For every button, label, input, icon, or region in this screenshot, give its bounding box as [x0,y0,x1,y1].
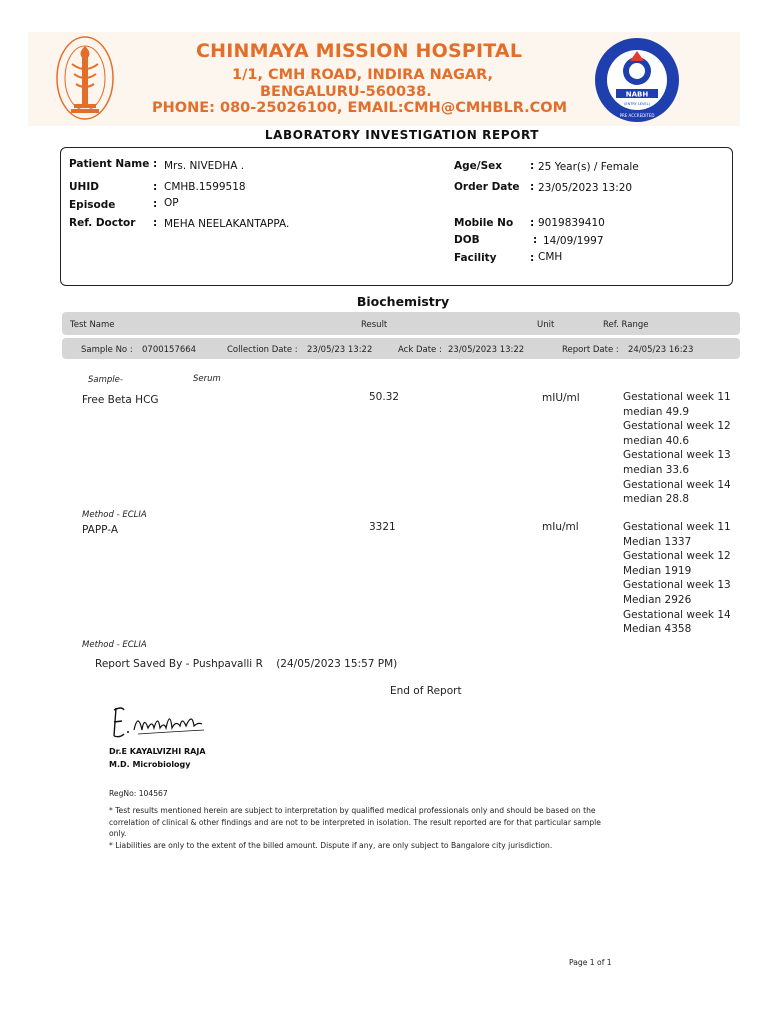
test-name: PAPP-A [82,524,119,536]
col-result: Result [361,320,388,330]
colon: : [153,217,158,229]
colon: : [153,198,158,210]
address-line-2: BENGALURU-560038. [260,84,432,100]
test-name: Free Beta HCG [82,394,159,406]
ref-range-line: Median 1919 [623,564,692,577]
colon: : [533,234,538,246]
age-sex-value: 25 Year(s) / Female [538,161,639,173]
collection-date-label: Collection Date : [227,345,298,355]
doctor-qualification: M.D. Microbiology [109,760,191,769]
ref-range-line: Gestational week 11 [623,521,731,533]
registration-number: RegNo: 104567 [109,789,168,798]
svg-text:PRE ACCREDITED: PRE ACCREDITED [619,113,655,118]
colon: : [530,160,535,172]
colon: : [530,181,535,193]
test-method: Method - ECLIA [82,640,147,650]
mobile-label: Mobile No [454,217,514,229]
uhid-label: UHID [69,181,99,193]
report-date-value: 24/05/23 16:23 [628,345,694,355]
ref-range-line: Gestational week 14 [623,608,731,621]
patient-name-value: Mrs. NIVEDHA . [164,160,245,172]
colon: : [530,252,535,264]
sample-no-value: 0700157664 [142,345,197,355]
colon: : [153,158,158,170]
svg-text:(ENTRY LEVEL): (ENTRY LEVEL) [624,102,650,106]
test-result: 50.32 [369,391,400,403]
end-of-report: End of Report [390,685,462,697]
ref-doctor-label: Ref. Doctor [69,217,136,229]
report-saved-by: Report Saved By - Pushpavalli R (24/05/2023 15:57 PM) [95,658,398,670]
ref-range-line: Median 4358 [623,623,692,636]
ref-range-line: Gestational week 14 [623,478,731,491]
section-title: Biochemistry [356,294,450,309]
disclaimer-liability: * Liabilities are only to the extent of the billed amount. Dispute if any, are only subject to Bangalore city jurisdiction. [109,841,553,850]
order-date-label: Order Date [454,181,520,193]
ref-range-line: median 49.9 [623,405,690,418]
test-method: Method - ECLIA [82,510,147,520]
ref-range-line: median 40.6 [623,434,690,447]
col-ref-range: Ref. Range [603,320,649,330]
report-title: LABORATORY INVESTIGATION REPORT [264,128,540,142]
test-unit: mIU/ml [542,392,580,404]
ref-range-line: Gestational week 12 [623,420,731,433]
ref-range-line: Median 2926 [623,593,692,606]
test-result: 3321 [369,521,396,533]
ref-range-line: Gestational week 11 [623,391,731,403]
facility-label: Facility [454,252,497,264]
ref-range-line: Gestational week 12 [623,550,731,563]
ref-range-line: Gestational week 13 [623,449,731,462]
ref-range-line: Gestational week 13 [623,579,731,592]
facility-value: CMH [538,251,563,263]
address-line-1: 1/1, CMH ROAD, INDIRA NAGAR, [232,67,494,83]
ref-range-block [623,520,731,637]
sample-type-value: Serum [193,374,221,384]
episode-label: Episode [69,199,116,211]
svg-text:NABH: NABH [625,90,649,99]
page-number: Page 1 of 1 [569,958,612,967]
age-sex-label: Age/Sex [454,160,503,172]
contact-line: PHONE: 080-25026100, EMAIL:CMH@CMHBLR.COM [152,100,568,116]
nabh-accreditation-logo [594,37,680,123]
test-unit: mIu/ml [542,521,579,533]
ack-date-label: Ack Date : [398,345,442,355]
patient-name-label: Patient Name [69,158,150,170]
collection-date-value: 23/05/23 13:22 [307,345,373,355]
colon: : [153,181,158,193]
sample-no-label: Sample No : [81,345,133,355]
dob-label: DOB [454,234,480,246]
colon: : [530,217,535,229]
doctor-signature [108,702,212,742]
doctor-name: Dr.E KAYALVIZHI RAJA [109,747,206,756]
episode-value: OP [164,197,179,209]
ref-doctor-value: MEHA NEELAKANTAPPA. [164,218,290,230]
mobile-value: 9019839410 [538,217,605,229]
ref-range-line: median 33.6 [623,463,690,476]
disclaimer-interpretation: * Test results mentioned herein are subject to interpretation by qualified medical professionals only and should be based on the correlation of clinical & other findings and are not to be interpreted in isolation. The result reported are for that particular sample only. [109,806,601,838]
sample-type-label: Sample- [88,375,123,385]
col-unit: Unit [537,320,555,330]
ref-range-block [623,390,731,507]
col-test-name: Test Name [70,320,115,330]
hospital-name: CHINMAYA MISSION HOSPITAL [196,40,523,62]
order-date-value: 23/05/2023 13:20 [538,182,633,194]
uhid-value: CMHB.1599518 [164,181,246,193]
report-date-label: Report Date : [562,345,619,355]
ack-date-value: 23/05/2023 13:22 [448,345,525,355]
ref-range-line: Median 1337 [623,535,692,548]
dob-value: 14/09/1997 [543,235,604,247]
chinmaya-mission-logo [54,34,116,122]
ref-range-line: median 28.8 [623,493,690,506]
